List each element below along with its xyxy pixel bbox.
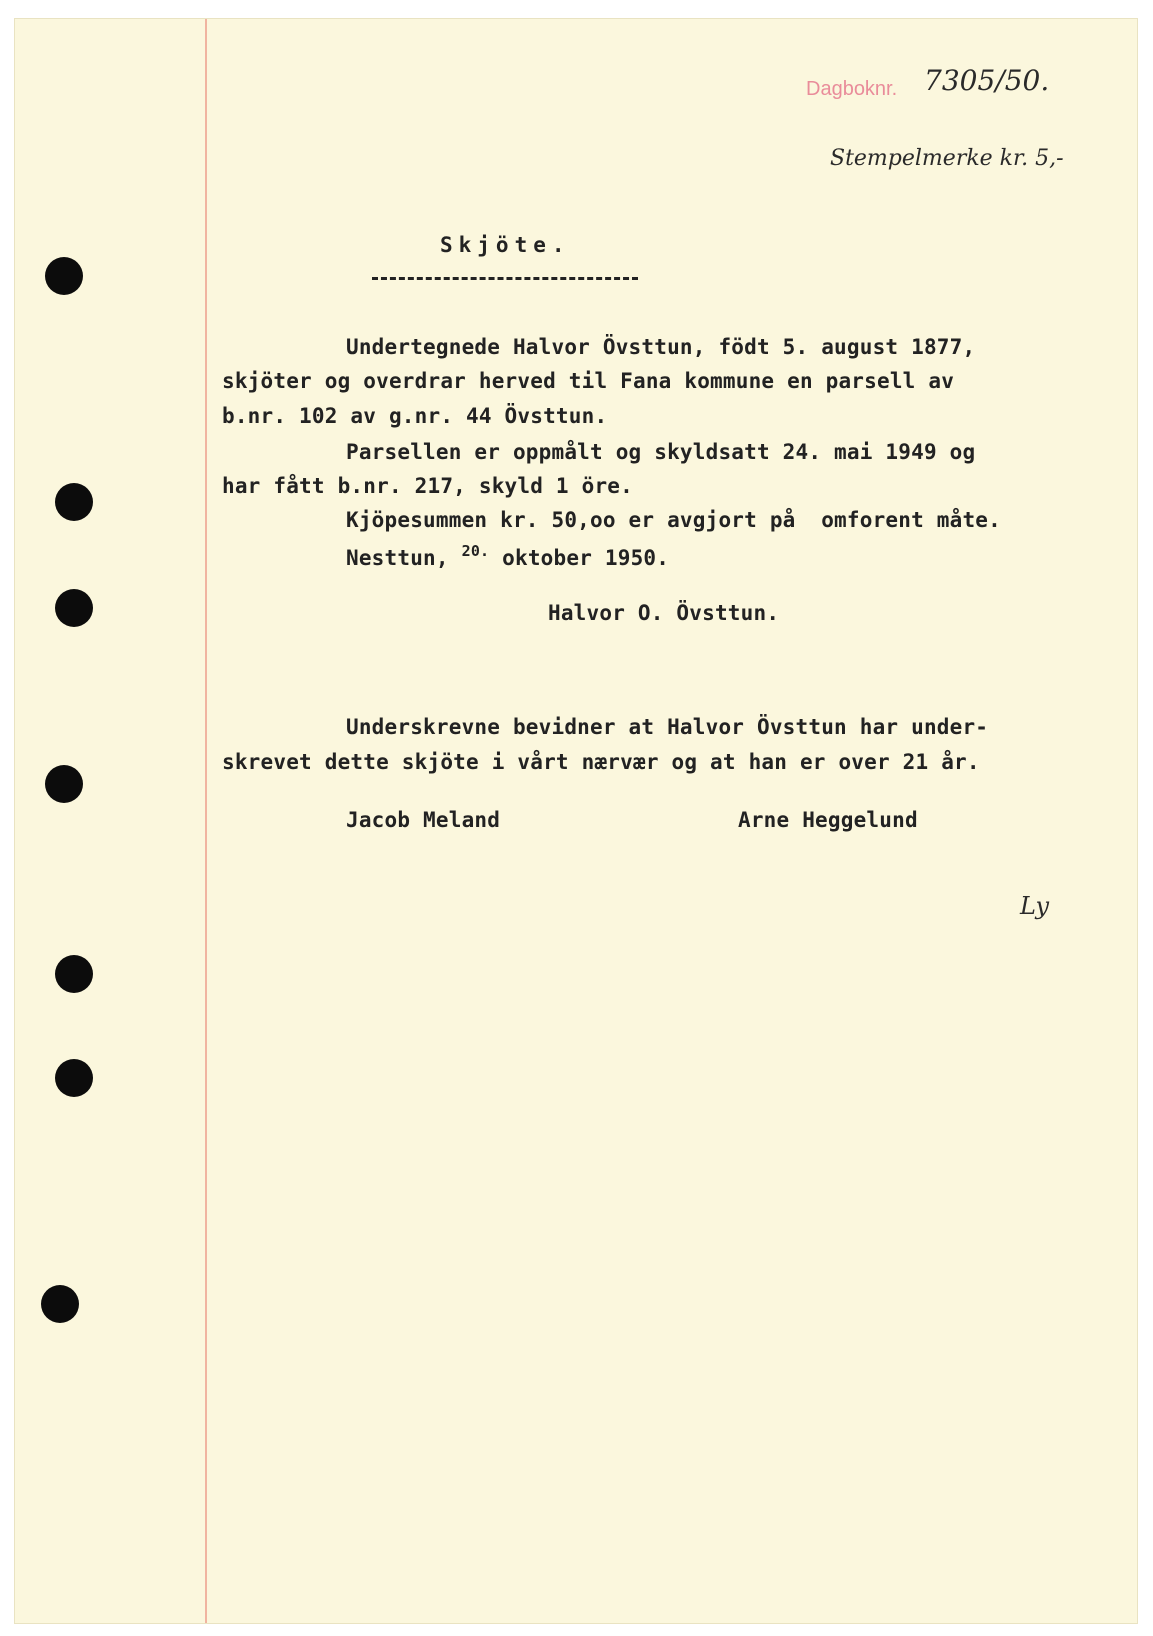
diary-number-stamp: Dagboknr. — [806, 78, 898, 100]
punch-hole — [45, 257, 83, 295]
text-line: skrevet dette skjöte i vårt nærvær og at han er over 21 år. — [222, 750, 980, 774]
title-underline — [372, 277, 638, 280]
text-line: Parsellen er oppmålt og skyldsatt 24. mai 1949 og — [346, 440, 976, 464]
initials-mark: Ly — [1020, 892, 1050, 920]
text-line: Kjöpesummen kr. 50,oo er avgjort på omforent måte. — [346, 508, 1001, 532]
date-month-year: oktober 1950. — [502, 546, 670, 570]
text-line: Undertegnede Halvor Övsttun, födt 5. august 1877, — [346, 335, 976, 359]
document-title: Skjöte. — [440, 233, 571, 257]
text-line: har fått b.nr. 217, skyld 1 öre. — [222, 474, 633, 498]
witness-name: Jacob Meland — [346, 808, 501, 832]
place: Nesttun, — [346, 546, 449, 570]
diary-number: 7305/50. — [924, 64, 1050, 97]
margin-line — [205, 19, 207, 1623]
text-line: Underskrevne bevidner at Halvor Övsttun har under- — [346, 715, 989, 739]
document-page — [14, 18, 1138, 1624]
punch-hole — [55, 483, 93, 521]
punch-hole — [55, 955, 93, 993]
stamp-duty-note: Stempelmerke kr. 5,- — [830, 146, 1064, 171]
place-and-date — [346, 542, 669, 570]
text-line: skjöter og overdrar herved til Fana kommune en parsell av — [222, 369, 955, 393]
punch-hole — [45, 765, 83, 803]
text-line: b.nr. 102 av g.nr. 44 Övsttun. — [222, 404, 608, 428]
witness-name: Arne Heggelund — [738, 808, 918, 832]
date-day: 20. — [461, 542, 490, 560]
punch-hole — [55, 589, 93, 627]
seller-signature: Halvor O. Övsttun. — [548, 601, 780, 625]
punch-hole — [41, 1285, 79, 1323]
punch-hole — [55, 1059, 93, 1097]
